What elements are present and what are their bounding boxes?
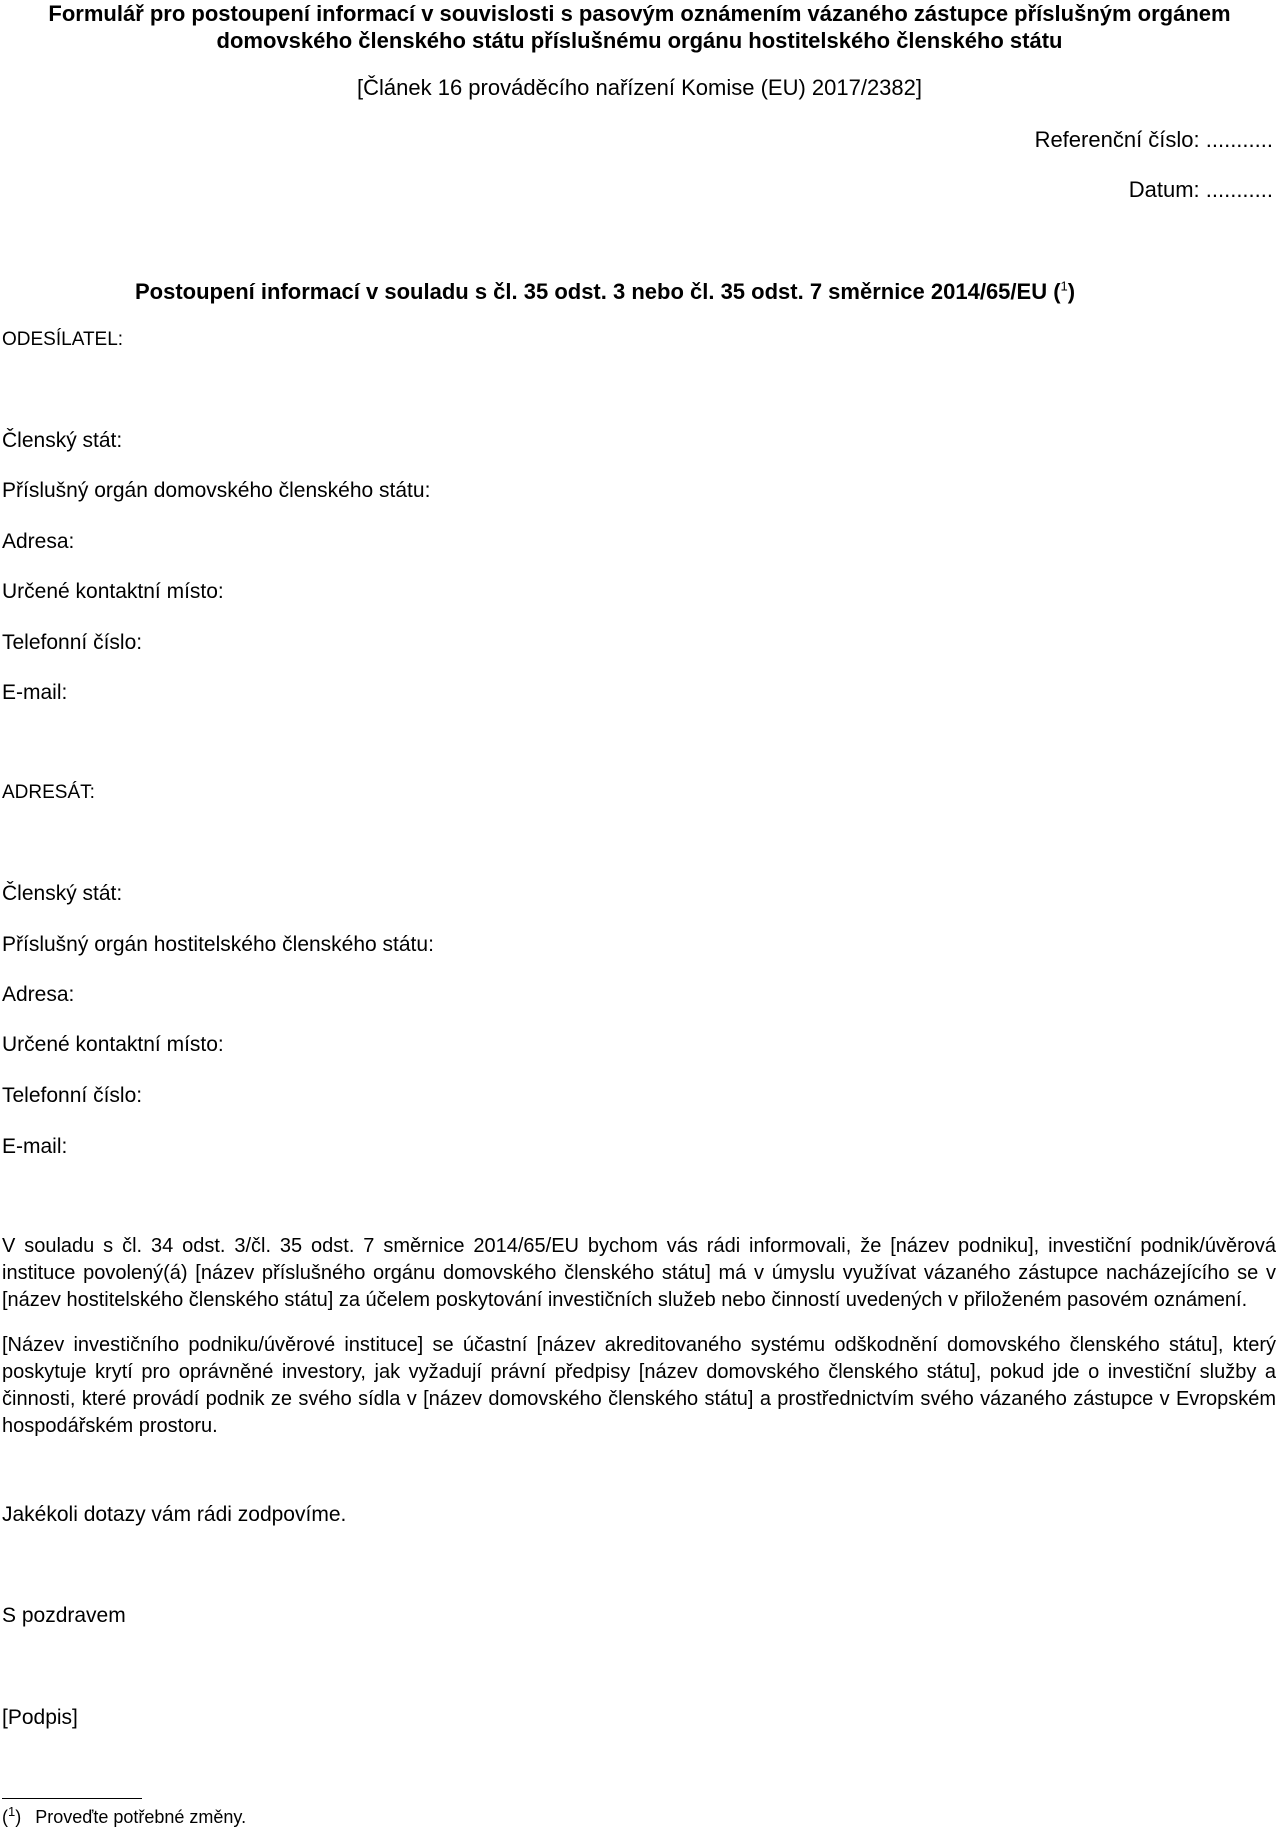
sender-label: ODESÍLATEL: bbox=[2, 329, 124, 350]
sender-authority: Příslušný orgán domovského členského státu: bbox=[2, 479, 431, 502]
footnote bbox=[2, 1806, 246, 1828]
title-line-2: domovského členského státu příslušnému orgánu hostitelského členského státu bbox=[216, 28, 1063, 53]
footnote-close: ) bbox=[15, 1807, 22, 1827]
recipient-label: ADRESÁT: bbox=[2, 782, 95, 803]
closing-salutation: S pozdravem bbox=[2, 1604, 126, 1627]
footnote-text: Proveďte potřebné změny. bbox=[35, 1807, 247, 1827]
sender-contact-point: Určené kontaktní místo: bbox=[2, 580, 224, 603]
signature-placeholder: [Podpis] bbox=[2, 1706, 78, 1729]
sender-address: Adresa: bbox=[2, 530, 75, 553]
heading-close: ) bbox=[1067, 279, 1076, 304]
document-title bbox=[0, 0, 1279, 54]
body-paragraph-2: [Název investičního podniku/úvěrové instituce] se účastní [název akreditovaného systému odškodnění domovského členského státu], který poskytuje krytí pro oprávněné investory, jak vyžadují právní předpisy [název domovského členského státu], pokud jde o investiční služby a činnosti, které provádí podnik ze svého sídla v [název domovského členského státu] a prostřednictvím svého vázaného zástupce v Evropském hospodářském prostoru. bbox=[2, 1334, 1276, 1437]
sender-member-state: Členský stát: bbox=[2, 429, 123, 452]
recipient-contact-point: Určené kontaktní místo: bbox=[2, 1033, 224, 1056]
section-heading bbox=[135, 278, 1075, 305]
reference-number: Referenční číslo: ........... bbox=[1034, 127, 1273, 152]
heading-text: Postoupení informací v souladu s čl. 35 odst. 3 nebo čl. 35 odst. 7 směrnice 2014/65/EU ( bbox=[135, 279, 1061, 304]
heading-footnote-ref: 1 bbox=[1060, 278, 1068, 294]
footnote-open: ( bbox=[2, 1807, 8, 1827]
footnote-number-sup: 1 bbox=[8, 1804, 16, 1819]
recipient-email: E-mail: bbox=[2, 1135, 68, 1158]
sender-email: E-mail: bbox=[2, 681, 68, 704]
body-paragraph-1: V souladu s čl. 34 odst. 3/čl. 35 odst. 7 směrnice 2014/65/EU bychom vás rádi informovali, že [název podniku], investiční podnik/úvěrová instituce povolený(á) [název příslušného orgánu domovského členského státu] má v úmyslu využívat vázaného zástupce nacházejícího se v [název hostitelského členského státu] za účelem poskytování investičních služeb nebo činností uvedených v přiloženém pasovém oznámení. bbox=[2, 1235, 1276, 1311]
recipient-address: Adresa: bbox=[2, 983, 75, 1006]
recipient-member-state: Členský stát: bbox=[2, 882, 123, 905]
body-paragraph-3: Jakékoli dotazy vám rádi zodpovíme. bbox=[2, 1503, 347, 1526]
footnote-number bbox=[2, 1804, 22, 1827]
recipient-authority: Příslušný orgán hostitelského členského státu: bbox=[2, 933, 434, 956]
sender-phone: Telefonní číslo: bbox=[2, 631, 143, 654]
document-date: Datum: ........... bbox=[1128, 177, 1273, 202]
document-subtitle: [Článek 16 prováděcího nařízení Komise (EU) 2017/2382] bbox=[357, 75, 922, 100]
recipient-phone: Telefonní číslo: bbox=[2, 1084, 143, 1107]
footnote-divider bbox=[2, 1798, 142, 1799]
title-line-1: Formulář pro postoupení informací v souvislosti s pasovým oznámením vázaného zástupce příslušným orgánem bbox=[48, 1, 1231, 26]
